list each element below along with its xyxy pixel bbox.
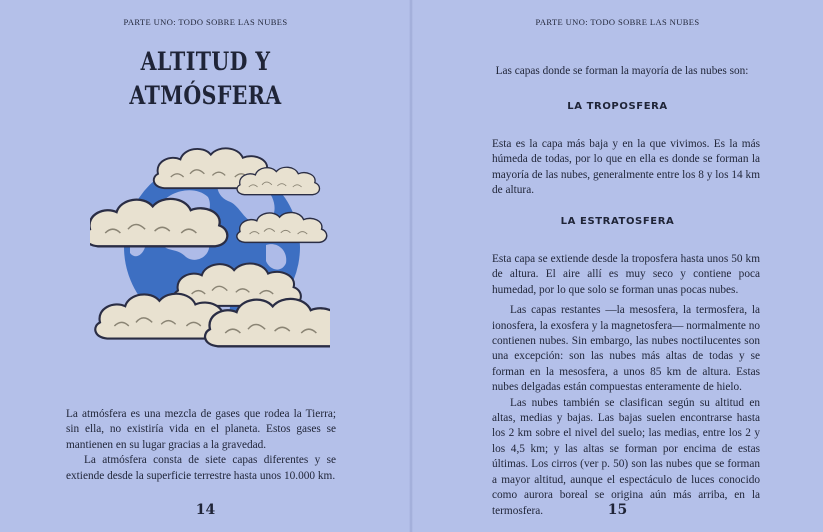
troposfera-text (492, 137, 760, 199)
title-line-2: ATMÓSFERA (129, 81, 282, 110)
left-body-text (66, 407, 336, 484)
running-head: PARTE UNO: TODO SOBRE LAS NUBES (535, 17, 700, 27)
paragraph: Esta es la capa más baja y en la que vivimos. Es la más húmeda de todas, por lo que en ella es donde se forman la mayoría de las nubes, generalmente entre los 8 y los 14 km de altura. (492, 138, 760, 197)
paragraph: Esta capa se extiende desde la troposfera hasta unos 50 km de altura. El aire allí es muy seco y contiene poca humedad, por lo que solo se forman unas pocas nubes. (492, 253, 760, 296)
paragraph: Las nubes también se clasifican según su altitud en altas, medias y bajas. Las bajas suelen encontrarse hasta los 2 km sobre el nivel del suelo; las medias, entre los 2 y los 4,5 km; y las altas se forman por encima de estas últimas. Los cirros (ver p. 50) son las nubes que se forman a mayor altitud, aunque el espectáculo de luces conocido como aurora boreal se origina aún más arriba, en la termosfera. (492, 396, 760, 517)
intro-text: Las capas donde se forman la mayoría de las nubes son: (495, 65, 749, 77)
running-head: PARTE UNO: TODO SOBRE LAS NUBES (123, 17, 288, 27)
globe-with-clouds-icon (90, 135, 330, 355)
section-heading-troposfera: LA TROPOSFERA (567, 101, 668, 112)
left-page (0, 0, 411, 532)
paragraph: Las capas restantes —la mesosfera, la termosfera, la ionosfera, la exosfera y la magnetosfera— normalmente no contienen nubes. Sin embargo, las nubes noctilucentes son una excepción: son las nubes más altas de todas y se forman en la mesosfera, a unos 85 km de altura. Estas nubes delgadas están compuestas enteramente de hielo. (492, 304, 760, 394)
title-line-1: ALTITUD Y (140, 47, 271, 76)
right-body-text (492, 252, 760, 519)
right-page (412, 0, 823, 532)
paragraph: La atmósfera es una mezcla de gases que rodea la Tierra; sin ella, no existiría vida en el planeta. Estos gases se mantienen en su lugar gracias a la gravedad. (66, 408, 336, 451)
page-number: 15 (607, 502, 628, 518)
chapter-title (37, 45, 374, 113)
page-number: 14 (195, 502, 216, 518)
section-heading-estratosfera: LA ESTRATOSFERA (560, 216, 675, 227)
paragraph: La atmósfera consta de siete capas diferentes y se extiende desde la superficie terrestre hasta unos 10.000 km. (66, 454, 336, 482)
